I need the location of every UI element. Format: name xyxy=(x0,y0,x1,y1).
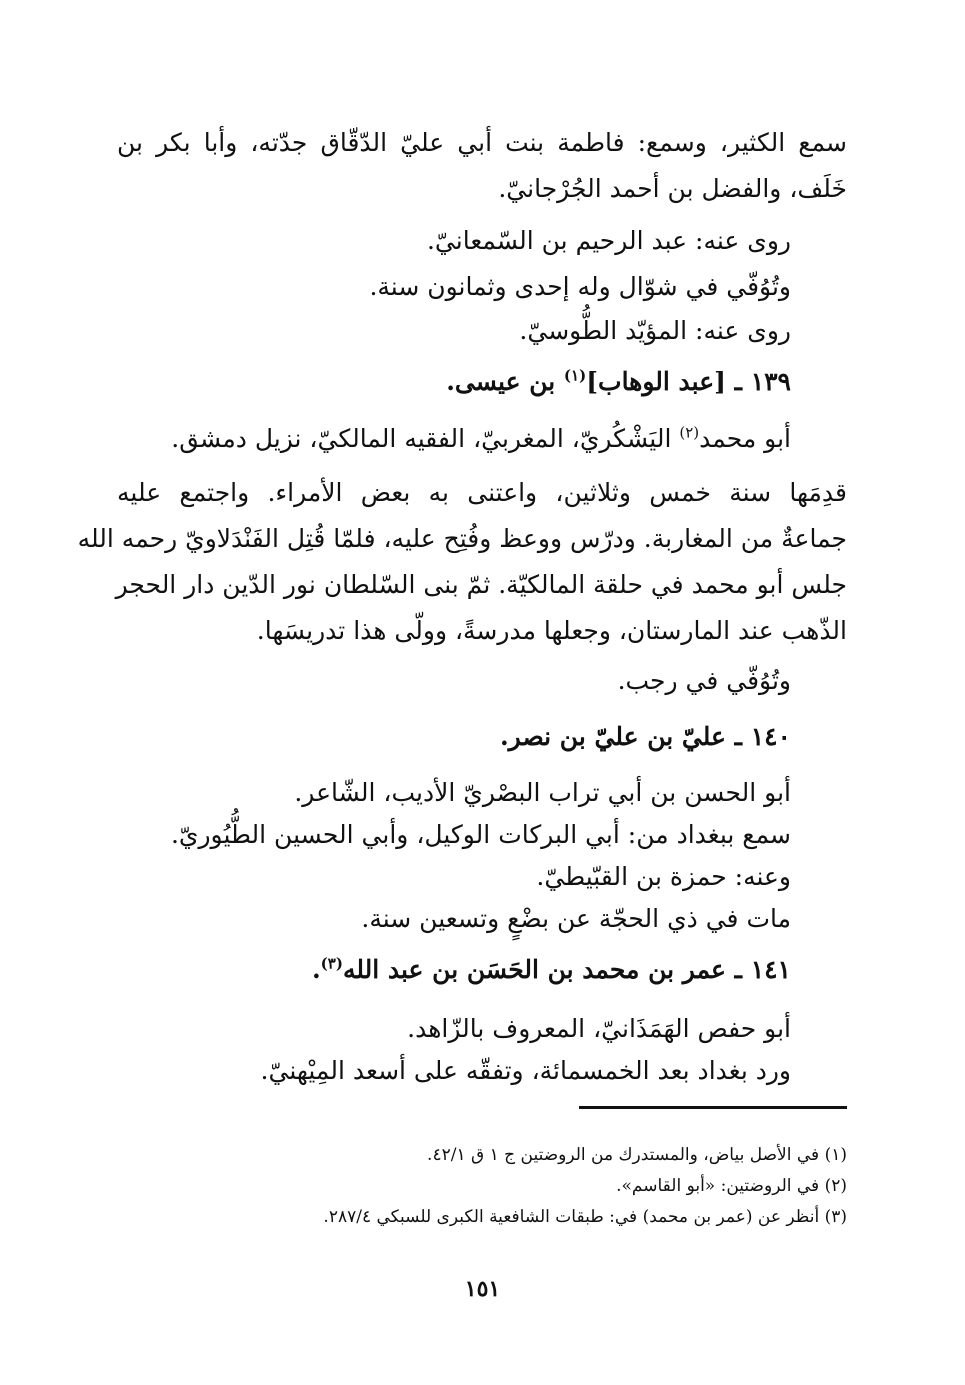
entry-heading-141 xyxy=(117,947,847,993)
paragraph-death-139 xyxy=(117,658,847,704)
text-line: وعنه: حمزة بن القبّيطيّ. xyxy=(536,862,791,891)
heading-text: ١٣٩ ـ [عبد الوهاب] xyxy=(586,367,791,396)
text-line: مات في ذي الحجّة عن بضْعٍ وتسعين سنة. xyxy=(361,904,791,933)
paragraph-biography-139 xyxy=(77,470,847,654)
text-line: ورد بغداد بعد الخمسمائة، وتفقّه على أسعد المِيْهنيّ. xyxy=(260,1056,791,1085)
footnote-ref: (١) xyxy=(563,366,587,385)
text-line: جماعةٌ من المغاربة. ودرّس ووعظ وفُتِح عليه، فلمّا قُتِل الفَنْدَلاويّ رحمه الله xyxy=(77,524,847,553)
text-line: سمع الكثير، وسمع: فاطمة بنت أبي عليّ الدّقّاق جدّته، وأبا بكر بن xyxy=(117,128,847,157)
heading-text: ١٤١ ـ عمر بن محمد بن الحَسَن بن عبد الله xyxy=(342,955,791,984)
footnote-2: (٢) في الروضتين: «أبو القاسم». xyxy=(616,1176,847,1196)
paragraph-1 xyxy=(117,120,847,212)
text-line: سمع ببغداد من: أبي البركات الوكيل، وأبي الحسين الطُّيُوريّ. xyxy=(170,820,791,849)
entry-heading-139 xyxy=(117,359,847,405)
footnote-ref: (٢) xyxy=(679,423,700,442)
heading-rest: . xyxy=(311,955,321,984)
page-number: ١٥١ xyxy=(464,1276,501,1302)
heading-rest: بن عيسى. xyxy=(446,367,564,396)
footnote-ref: (٣) xyxy=(320,954,343,973)
entry-heading xyxy=(117,947,847,993)
paragraph-2 xyxy=(117,218,847,354)
footnote-1: (١) في الأصل بياض، والمستدرك من الروضتين ج ١ ق ٤٢/١. xyxy=(427,1145,847,1165)
text-line: وتُوُفّي في شوّال وله إحدى وثمانون سنة. xyxy=(369,272,791,301)
paragraph-kunya-139 xyxy=(117,416,847,462)
text-line: روى عنه: المؤيّد الطُّوسيّ. xyxy=(519,316,791,345)
text-line: جلس أبو محمد في حلقة المالكيّة. ثمّ بنى السّلطان نور الدّين دار الحجر xyxy=(115,570,847,599)
text-line: قدِمَها سنة خمس وثلاثين، واعتنى به بعض الأمراء. واجتمع عليه xyxy=(117,478,847,507)
paragraph-biography-141 xyxy=(117,1006,847,1090)
text-before-ref: أبو محمد xyxy=(699,424,791,453)
entry-heading: ١٤٠ ـ عليّ بن عليّ بن نصر. xyxy=(499,722,791,751)
footnote-separator xyxy=(579,1106,847,1109)
footnote-3: (٣) أنظر عن (عمر بن محمد) في: طبقات الشافعية الكبرى للسبكي ٢٨٧/٤. xyxy=(323,1207,847,1227)
text-line: وتُوُفّي في رجب. xyxy=(617,666,791,695)
entry-heading xyxy=(117,359,847,405)
entry-heading-140 xyxy=(117,714,847,760)
text-line: أبو الحسن بن أبي تراب البصْريّ الأديب، الشّاعر. xyxy=(294,778,791,807)
text-line: أبو حفص الهَمَذَانيّ، المعروف بالزّاهد. xyxy=(407,1014,791,1043)
paragraph-biography-140 xyxy=(117,770,847,938)
text-after-ref: اليَشْكُريّ، المغربيّ، الفقيه المالكيّ، نزيل دمشق. xyxy=(171,424,680,453)
text-line: روى عنه: عبد الرحيم بن السّمعانيّ. xyxy=(426,226,791,255)
text-line: الذّهب عند المارستان، وجعلها مدرسةً، وولّى هذا تدريسَها. xyxy=(256,616,847,645)
text-line xyxy=(117,416,847,462)
text-line: خَلَف، والفضل بن أحمد الجُرْجانيّ. xyxy=(498,174,847,203)
footnotes xyxy=(117,1140,847,1233)
